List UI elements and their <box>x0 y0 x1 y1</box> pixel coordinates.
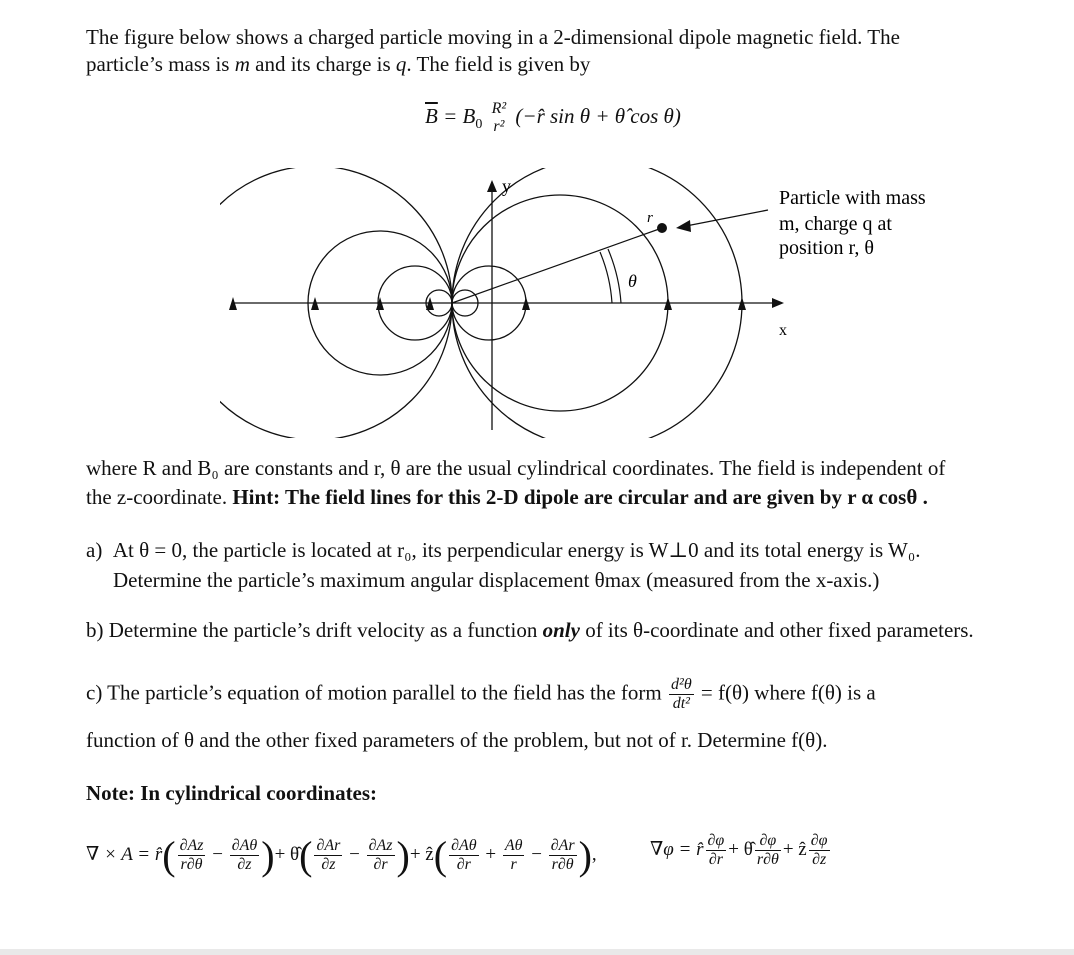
frac-den: r∂θ <box>180 856 203 873</box>
frac-num: ∂Aθ <box>231 837 258 854</box>
theta-hat: + θ̂ <box>274 843 300 865</box>
page-bottom-divider <box>0 949 1074 955</box>
particle-dot <box>657 223 667 233</box>
frac-num: ∂Az <box>368 837 393 854</box>
where-line-1: where R and B₀ are constants and r, θ are the usual cylindrical coordinates. The field is independent of <box>86 456 946 480</box>
question-b-text: b) Determine the particle’s drift velocity as a function <box>86 618 543 642</box>
frac-num: d²θ <box>671 676 692 693</box>
frac-den: r <box>510 856 517 873</box>
frac-den: ∂z <box>237 856 252 873</box>
frac-num: ∂φ <box>810 832 828 849</box>
curl-lhs: ∇ × A = r̂ <box>86 843 163 865</box>
question-c-text: = f(θ) where f(θ) is a <box>700 680 876 705</box>
x-axis-arrowhead <box>772 298 784 308</box>
theta-hat: + θ̂ <box>728 838 753 860</box>
gradient-equation <box>650 832 832 869</box>
frac-num: ∂φ <box>707 832 725 849</box>
curl-term <box>449 837 479 874</box>
z-hat: + ẑ <box>782 838 807 860</box>
field-rhs: (−r̂ sin θ + θ̂ cos θ) <box>515 103 681 128</box>
where-paragraph <box>86 455 945 511</box>
equals-b: = B <box>443 103 476 128</box>
intro-line-1: The figure below shows a charged particle moving in a 2-dimensional dipole magnetic field. The <box>86 25 900 49</box>
curl-term <box>178 837 206 874</box>
annotation-arrow-line <box>686 210 768 226</box>
frac-den: ∂r <box>373 856 388 873</box>
question-b-text: of its θ-coordinate and other fixed parameters. <box>579 618 974 642</box>
question-a-label: a) <box>86 538 103 562</box>
grad-term <box>755 832 781 869</box>
frac-num: ∂Aθ <box>451 837 477 854</box>
subscript-zero: 0 <box>475 117 483 132</box>
frac-num: ∂φ <box>755 832 781 851</box>
curl-term <box>367 837 395 874</box>
annotation-line-3: position r, θ <box>779 237 874 259</box>
paren-open: ( <box>433 833 448 878</box>
frac-den: r∂θ <box>551 856 574 873</box>
curl-term <box>503 837 525 874</box>
intro-paragraph <box>86 24 900 78</box>
radius-line <box>452 228 662 303</box>
dipole-figure <box>220 168 980 438</box>
x-axis-label: x <box>779 322 787 339</box>
annotation-line-2: m, charge q at <box>779 213 892 235</box>
theta-arc-2 <box>608 249 621 303</box>
theta-arc-1 <box>600 252 612 303</box>
question-a-line-2: Determine the particle’s maximum angular displacement θmax (measured from the x-axis.) <box>113 568 880 592</box>
curl-term <box>314 837 342 874</box>
question-c-text: c) The particle’s equation of motion parallel to the field has the form <box>86 680 662 705</box>
paren-close: ) <box>261 833 275 878</box>
theta-label: θ <box>628 271 637 291</box>
frac-den: ∂r <box>456 856 471 873</box>
frac-den: dt² <box>672 695 690 712</box>
d2theta-fraction <box>669 676 694 713</box>
charge-symbol: q <box>395 52 407 76</box>
curl-term <box>549 837 577 874</box>
field-equation <box>425 100 681 136</box>
frac-num: R² <box>491 100 507 117</box>
y-axis-label: y <box>502 176 511 196</box>
question-b-emphasis: only <box>542 618 580 642</box>
curl-term <box>230 837 260 874</box>
b-vector: $\overline{B}$ <box>425 103 438 128</box>
intro-text: . The field is given by <box>406 52 591 76</box>
question-b <box>86 618 974 643</box>
note-title: Note: In cylindrical coordinates: <box>86 781 378 805</box>
frac-den: ∂r <box>708 851 723 868</box>
grad-term <box>809 832 830 869</box>
intro-text: and its charge is <box>249 52 396 76</box>
frac-den: ∂z <box>321 856 336 873</box>
frac-num: ∂Az <box>179 837 204 854</box>
question-a-text: At θ = 0, the particle is located at r₀, its perpendicular energy is W⊥0 and its total energy is W₀. <box>112 538 921 562</box>
question-c-line-2: function of θ and the other fixed parameters of the problem, but not of r. Determine f(θ). <box>86 728 828 752</box>
paren-close: ) <box>396 833 410 878</box>
paren-open: ( <box>162 833 176 878</box>
frac-num: ∂Ar <box>550 837 575 854</box>
r-label: r <box>647 210 653 226</box>
annotation-arrowhead <box>676 220 691 232</box>
intro-text: particle’s mass is <box>86 52 235 76</box>
hint-text: Hint: The field lines for this 2-D dipole are circular and are given by r α cosθ . <box>232 485 928 509</box>
frac-den: r∂θ <box>756 851 779 868</box>
question-a-line-1 <box>86 538 920 563</box>
y-axis-arrowhead <box>487 180 497 192</box>
question-c-line-1 <box>86 676 876 713</box>
r-fraction <box>490 100 509 136</box>
frac-num: ∂Ar <box>316 837 341 854</box>
paren-close: ) <box>578 833 592 878</box>
mass-symbol: m <box>234 52 250 76</box>
annotation-line-1: Particle with mass <box>779 187 926 209</box>
grad-lhs: ∇φ = r̂ <box>650 838 704 860</box>
intro-line-2 <box>86 51 900 78</box>
frac-den: ∂z <box>812 851 827 868</box>
grad-term <box>706 832 727 869</box>
z-hat: + ẑ <box>409 843 434 865</box>
frac-den: r² <box>493 118 505 135</box>
paren-open: ( <box>299 833 313 878</box>
where-text: the z-coordinate. <box>86 485 233 509</box>
where-line-2 <box>86 484 945 511</box>
curl-equation: ∇ × A = r̂( $\frac{\partial Az}{r\partial\theta}$ − $\frac{\partial A\theta}{\partial z}$ )+ θ̂( $\frac{\partial Ar}{\partial z}$ − $\frac{\partial Az}{\partial r}$ )+ ẑ( $\frac{\partial A\theta}{\partial r}$ + $\frac{A\theta}{r}$ − $\frac{\partial Ar}{r\partial\theta}$ ), <box>86 833 597 878</box>
frac-num: Aθ <box>504 837 523 854</box>
